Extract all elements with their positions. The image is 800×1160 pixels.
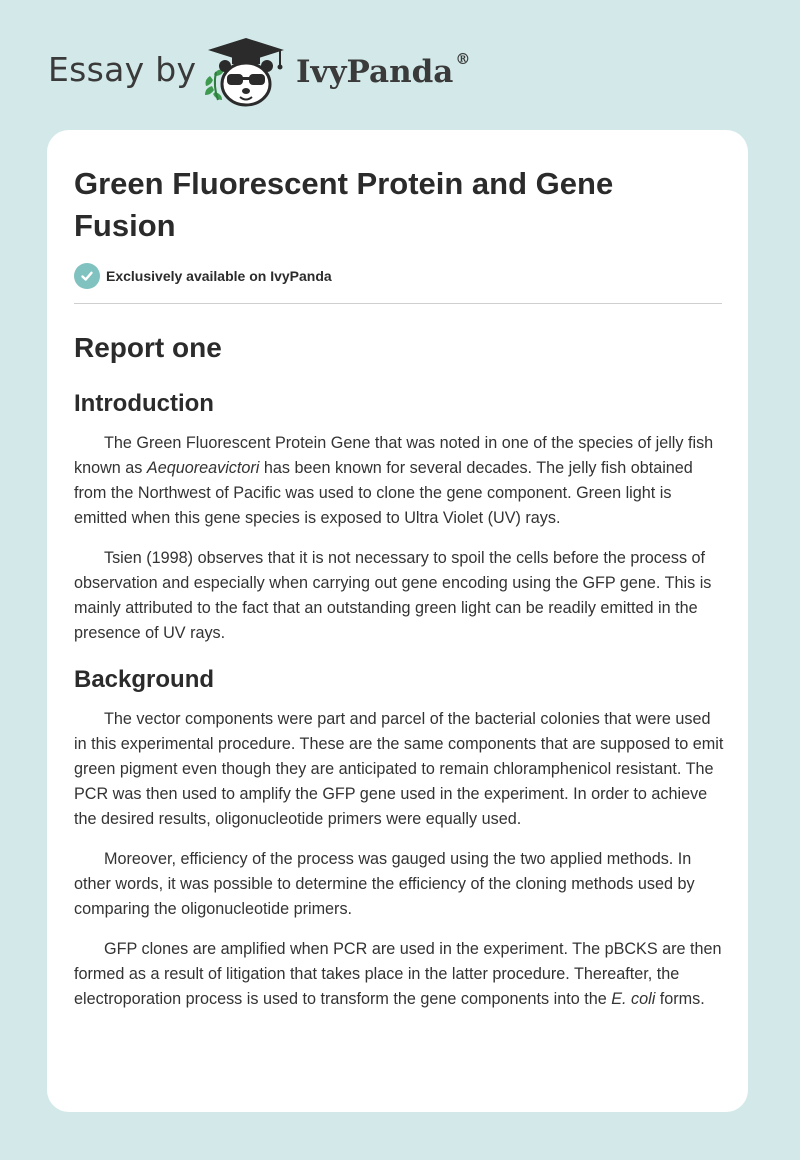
species-name: E. coli [611,990,656,1008]
registered-mark: ® [455,50,471,68]
checkmark-icon [74,263,100,289]
exclusive-badge [74,263,332,289]
section-heading-introduction: Introduction [74,390,214,417]
site-header [0,0,800,120]
divider [74,303,722,304]
paragraph-text: GFP clones are amplified when PCR are used in the experiment. The pBCKS are then formed as a result of litigation that takes place in the latter procedure. Thereafter, the electroporation process is used to transform the gene components into the [74,940,722,1008]
paragraph: The vector components were part and parcel of the bacterial colonies that were used in this experimental procedure. These are the same components that are supposed to emit green pigment even though they are anticipated to remain chloramphenicol resistant. The PCR was then used to amplify the GFP gene used in the experiment. In order to achieve the desired results, oligonucleotide primers were equally used. [74,710,724,828]
paragraph: Moreover, efficiency of the process was gauged using the two applied methods. In other words, it was possible to determine the efficiency of the cloning methods used by comparing the oligonucleotide primers. [74,850,695,918]
paragraph [74,431,724,531]
species-name: Aequoreavictori [146,459,260,477]
paragraph: Tsien (1998) observes that it is not necessary to spoil the cells before the process of observation and especially when carrying out gene encoding using the GFP gene. This is mainly attributed to the fact that an outstanding green light can be readily emitted in the presence of UV rays. [74,549,712,642]
brand-name[interactable] [296,50,471,90]
paragraph [74,937,724,1012]
paragraph-text: has been known for several decades. The jelly fish obtained from the Northwest of Pacific was used to clone the gene component. Green light is emitted when this gene species is exposed to Ultra Violet (UV) rays. [74,459,693,527]
essay-body [74,320,724,1012]
essay-by-label: Essay by [48,50,197,89]
essay-title: Green Fluorescent Protein and Gene Fusion [74,166,614,243]
paragraph-text: forms. [655,990,705,1008]
brand-name-text: IvyPanda [296,54,454,90]
section-heading-background: Background [74,666,215,693]
ivypanda-logo-icon[interactable] [200,36,292,108]
essay-card [47,130,748,1112]
paragraph-text: The Green Fluorescent Protein Gene that was noted in one of the species of jelly fish known as [74,434,714,477]
exclusive-badge-text: Exclusively available on IvyPanda [106,268,332,284]
report-heading: Report one [74,332,222,363]
